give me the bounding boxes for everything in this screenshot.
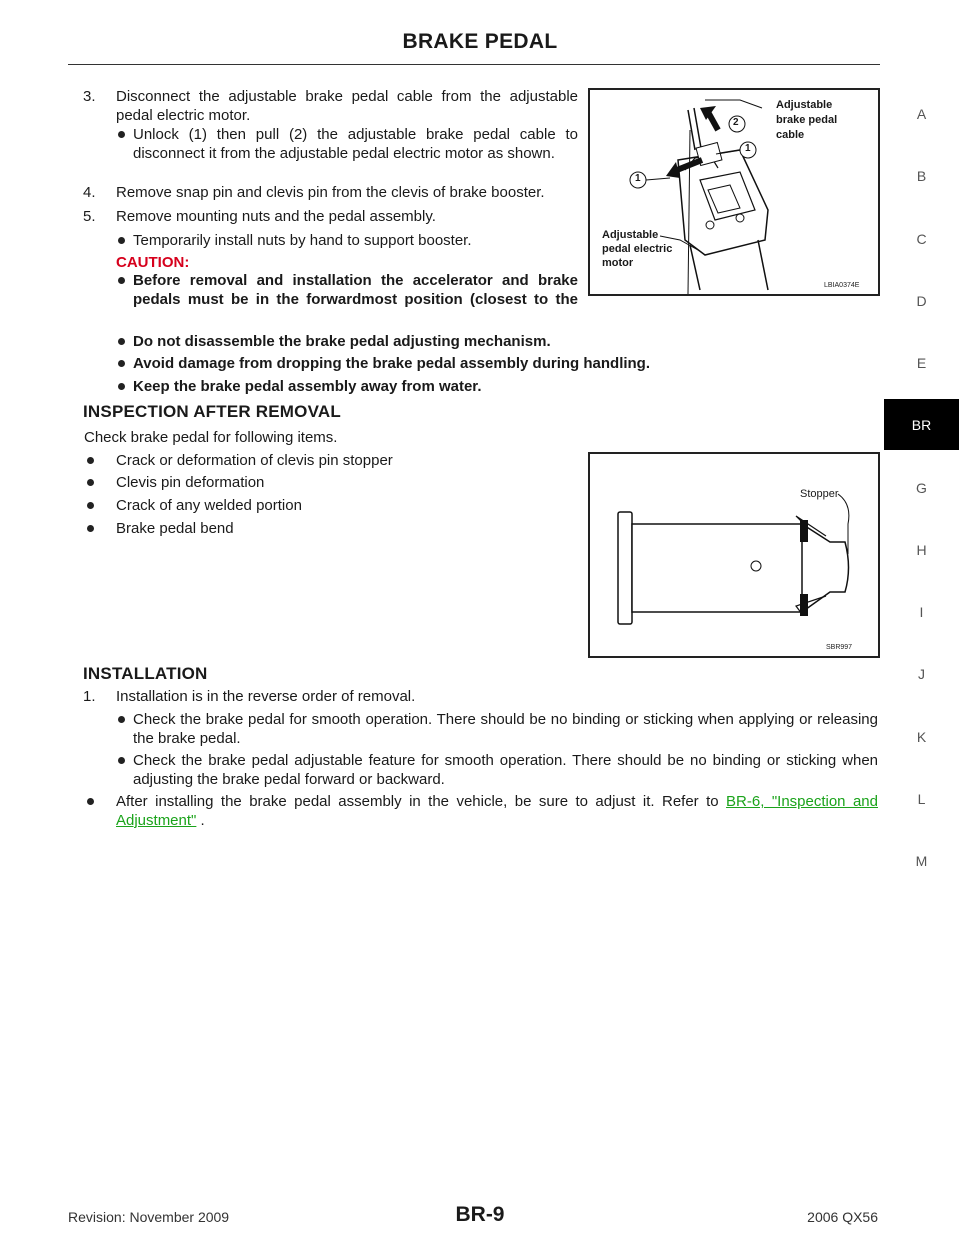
section-heading-installation: INSTALLATION bbox=[83, 664, 208, 683]
side-index-a[interactable]: A bbox=[916, 106, 927, 122]
bullet-icon bbox=[118, 338, 125, 345]
callout-1b: 1 bbox=[635, 173, 641, 184]
caution-item-1a: Before removal and installation the accelerator and brake pedals must be in the forwardmost position (closest to the bbox=[133, 272, 578, 308]
bullet-icon bbox=[118, 237, 125, 244]
clevis-pin-diagram-icon bbox=[590, 454, 878, 656]
figure-clevis-pin bbox=[588, 452, 880, 658]
install-step-1-text: Installation is in the reverse order of removal. bbox=[116, 688, 416, 705]
step-4-text: Remove snap pin and clevis pin from the clevis of brake booster. bbox=[116, 184, 545, 201]
bullet-icon bbox=[118, 277, 125, 284]
install-step-1-number: 1. bbox=[83, 688, 96, 705]
bullet-icon bbox=[87, 479, 94, 486]
label-stopper: Stopper bbox=[800, 488, 839, 500]
bullet-icon bbox=[87, 525, 94, 532]
footer-revision: Revision: November 2009 bbox=[68, 1209, 230, 1225]
caution-item-3: Avoid damage from dropping the brake pedal assembly during handling. bbox=[133, 355, 651, 372]
callout-1a: 1 bbox=[745, 143, 751, 154]
side-index-d[interactable]: D bbox=[916, 293, 927, 309]
figure-code: SBR997 bbox=[826, 644, 853, 651]
inspection-item-2: Clevis pin deformation bbox=[116, 474, 265, 491]
bullet-icon bbox=[118, 757, 125, 764]
side-index-k[interactable]: K bbox=[916, 729, 927, 745]
label-adjustable-pedal-electric-motor: Adjustable pedal electric motor bbox=[602, 229, 673, 269]
inspection-item-3: Crack of any welded portion bbox=[116, 497, 302, 514]
label-adjustable-brake-pedal-cable: Adjustable brake pedal cable bbox=[776, 99, 838, 141]
install-bullet-2: Check the brake pedal adjustable feature for smooth operation. There should be no binding or sticking when adjusting the brake pedal forward or backward. bbox=[133, 752, 878, 788]
bullet-icon bbox=[87, 457, 94, 464]
bullet-icon bbox=[118, 716, 125, 723]
bullet-icon bbox=[118, 131, 125, 138]
side-index-j[interactable]: J bbox=[918, 666, 925, 682]
section-heading-inspection: INSPECTION AFTER REMOVAL bbox=[83, 402, 341, 421]
step-5-text: Remove mounting nuts and the pedal assembly. bbox=[116, 208, 436, 225]
bullet-icon bbox=[118, 383, 125, 390]
bullet-icon bbox=[118, 360, 125, 367]
side-index-m[interactable]: M bbox=[915, 853, 928, 869]
inspection-item-4: Brake pedal bend bbox=[116, 520, 234, 537]
step-3-text: Disconnect the adjustable brake pedal cable from the adjustable pedal electric motor. bbox=[116, 88, 578, 124]
link-inspection-adjustment[interactable]: BR-6, "Inspection and Adjustment" bbox=[116, 793, 878, 829]
caution-item-2: Do not disassemble the brake pedal adjusting mechanism. bbox=[133, 333, 551, 350]
step-5-bullet: Temporarily install nuts by hand to support booster. bbox=[133, 232, 472, 249]
figure-adjustable-pedal-motor bbox=[588, 88, 880, 296]
step-3-number: 3. bbox=[83, 88, 96, 105]
caution-label: CAUTION: bbox=[116, 254, 190, 271]
callout-2: 2 bbox=[733, 117, 739, 128]
inspection-intro: Check brake pedal for following items. bbox=[84, 429, 338, 446]
inspection-item-1: Crack or deformation of clevis pin stopper bbox=[116, 452, 393, 469]
page-title: BRAKE PEDAL bbox=[402, 30, 558, 53]
step-3-bullet: Unlock (1) then pull (2) the adjustable brake pedal cable to disconnect it from the adjustable pedal electric motor as shown. bbox=[133, 126, 578, 162]
install-bullet-1: Check the brake pedal for smooth operation. There should be no binding or sticking when applying or releasing the brake pedal. bbox=[133, 711, 878, 747]
install-final-text: After installing the brake pedal assembly in the vehicle, be sure to adjust it. Refer to BR-6, "Inspection and Adjustment" . bbox=[116, 793, 878, 829]
caution-item-4: Keep the brake pedal assembly away from water. bbox=[133, 378, 482, 395]
side-index-g[interactable]: G bbox=[916, 480, 927, 496]
footer-page-number: BR-9 bbox=[455, 1203, 505, 1226]
bullet-icon bbox=[87, 502, 94, 509]
step-4-number: 4. bbox=[83, 184, 96, 201]
side-index-h[interactable]: H bbox=[916, 542, 927, 558]
step-5-number: 5. bbox=[83, 208, 96, 225]
footer-model: 2006 QX56 bbox=[807, 1209, 878, 1225]
side-index-l[interactable]: L bbox=[917, 791, 926, 807]
figure-code: LBIA0374E bbox=[824, 282, 860, 289]
side-index-br-active[interactable]: BR bbox=[884, 399, 959, 450]
side-index-c[interactable]: C bbox=[916, 231, 927, 247]
side-index-e[interactable]: E bbox=[916, 355, 927, 371]
side-index-i[interactable]: I bbox=[919, 604, 924, 620]
bullet-icon bbox=[87, 798, 94, 805]
side-index-b[interactable]: B bbox=[916, 168, 927, 184]
